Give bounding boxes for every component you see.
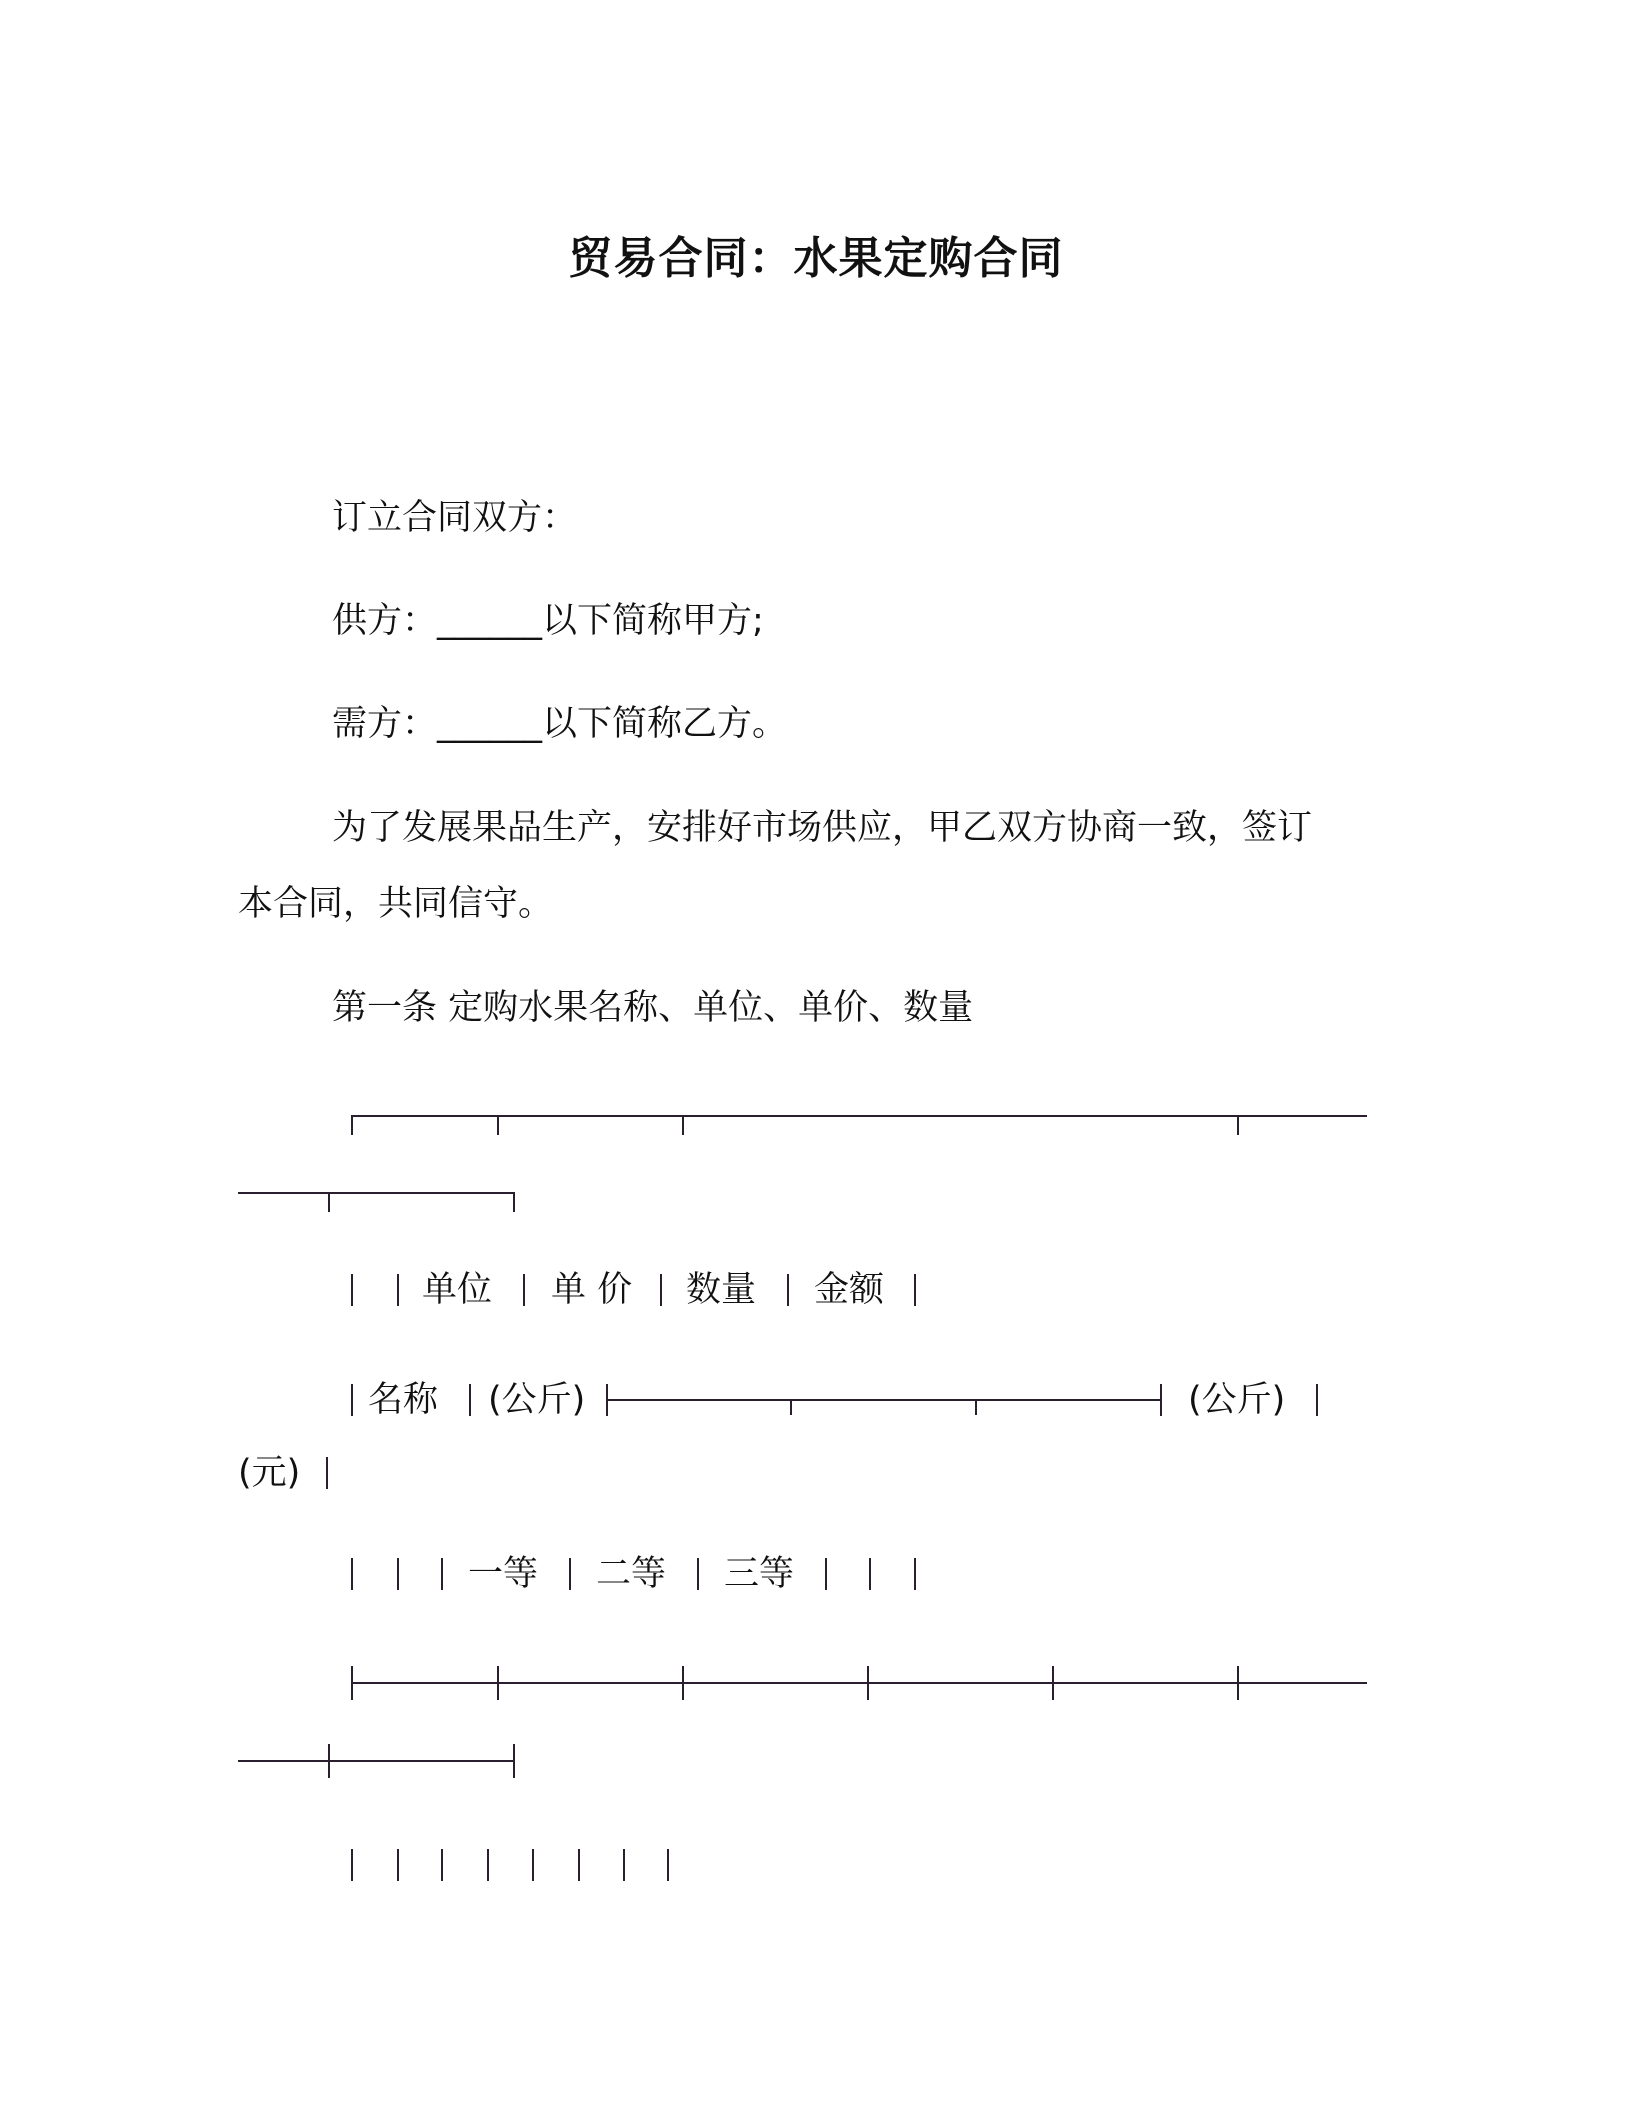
header-name: 名称 <box>368 1380 439 1420</box>
grade-2: 二等 <box>596 1554 667 1594</box>
header-quantity-kg: (公斤) <box>1188 1380 1286 1420</box>
header-amount: 金额 <box>814 1270 885 1310</box>
document-title: 贸易合同：水果定购合同 <box>568 233 1064 284</box>
parties-intro: 订立合同双方： <box>332 498 578 538</box>
grade-1: 一等 <box>468 1554 539 1594</box>
header-unit-price: 单 价 <box>551 1270 633 1310</box>
purpose-line-2: 本合同，共同信守。 <box>238 884 554 924</box>
header-amount-yuan: (元) <box>238 1453 301 1493</box>
purpose-line-1: 为了发展果品生产，安排好市场供应，甲乙双方协商一致，签订 <box>332 808 1313 848</box>
buyer-line: 需方：______以下简称乙方。 <box>332 704 788 744</box>
header-unit-kg: (公斤) <box>488 1380 586 1420</box>
supplier-line: 供方：______以下简称甲方; <box>332 601 764 641</box>
article-1-heading: 第一条 定购水果名称、单位、单价、数量 <box>332 988 974 1028</box>
header-quantity: 数量 <box>686 1270 757 1310</box>
header-unit: 单位 <box>422 1270 493 1310</box>
grade-3: 三等 <box>724 1554 795 1594</box>
